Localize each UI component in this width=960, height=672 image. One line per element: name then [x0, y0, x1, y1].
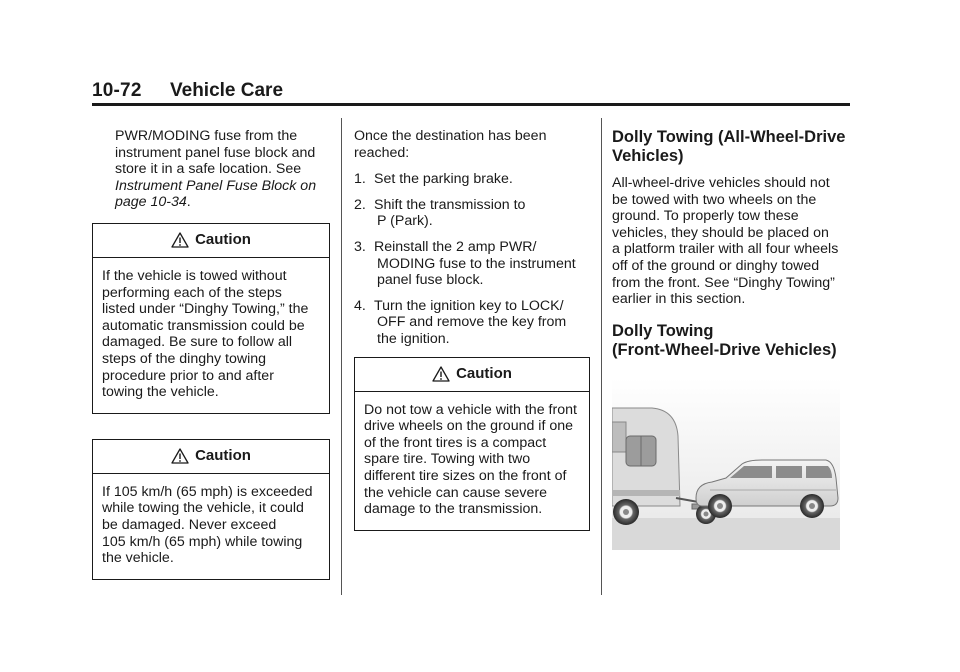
caution-body [93, 258, 329, 413]
column-1 [92, 128, 330, 580]
caution-header [93, 440, 329, 474]
destination-paragraph [354, 128, 590, 161]
list-item [354, 197, 590, 230]
section-title: Vehicle Care [170, 80, 284, 101]
page-number: 10-72 [92, 80, 142, 101]
caution-box-towing-steps [92, 223, 330, 414]
step-number: 4. [354, 297, 366, 314]
column-2 [354, 128, 590, 531]
text-line: vehicles, they should be placed on [612, 224, 829, 241]
text-line: the vehicle. [102, 550, 174, 567]
text-line: Once the destination has been [354, 128, 547, 144]
dolly-towing-illustration [612, 378, 840, 550]
warning-triangle-icon [432, 366, 450, 382]
column-3 [612, 128, 850, 550]
text-line: damage to the transmission. [364, 501, 543, 518]
text-line: PWR/MODING fuse from the [115, 128, 298, 144]
caution-box-speed [92, 439, 330, 580]
text-line: instrument panel fuse block and [115, 144, 316, 161]
text-line: while towing the vehicle, it could [102, 500, 304, 517]
steps-list [354, 171, 590, 347]
text-line: 105 km/h (65 mph) while towing [102, 533, 303, 550]
step-text: Reinstall the 2 amp PWR/ MODING fuse to the instrument panel fuse block. [374, 238, 576, 289]
list-item [354, 298, 590, 348]
step-number: 3. [354, 238, 366, 255]
text-line: If 105 km/h (65 mph) is exceeded [102, 483, 313, 500]
text-line: be damaged. Never exceed [102, 516, 277, 533]
step-number: 2. [354, 196, 366, 213]
heading-fwd-dolly-towing: Dolly Towing (Front-Wheel-Drive Vehicles) [612, 321, 837, 359]
awd-paragraph [612, 175, 850, 308]
column-divider-2 [601, 118, 602, 595]
warning-triangle-icon [171, 232, 189, 248]
step-number: 1. [354, 171, 366, 188]
text-line: off of the ground or dinghy towed [612, 257, 820, 274]
text-line: of the front tires is a compact [364, 434, 547, 451]
text-line: store it in a safe location. See [115, 161, 302, 178]
list-item [354, 239, 590, 289]
text-line: different tire sizes on the front of [364, 467, 567, 484]
list-item [354, 171, 590, 188]
text-line: damaged. Be sure to follow all [102, 334, 293, 351]
column-divider-1 [341, 118, 342, 595]
step-text: Set the parking brake. [374, 171, 513, 188]
intro-paragraph: PWR/MODING fuse from the instrument panel fuse block and store it in a safe location. See Instrument Panel Fuse Block on page 10-34. [115, 128, 317, 211]
text-line: reached: [354, 144, 410, 161]
text-line: from the front. See “Dinghy Towing” [612, 274, 835, 291]
text-line: All-wheel-drive vehicles should not [612, 175, 830, 191]
caution-body [355, 392, 589, 530]
text-line: drive wheels on the ground if one [364, 418, 574, 435]
text-line: listed under “Dinghy Towing,” the [102, 301, 309, 318]
cross-reference: Instrument Panel Fuse Block on page 10-34 [115, 177, 317, 211]
text-line: automatic transmission could be [102, 317, 305, 334]
header-rule [92, 103, 850, 106]
text-line: a platform trailer with all four wheels [612, 241, 839, 258]
text-line: procedure prior to and after [102, 367, 274, 384]
caution-title: Caution [195, 446, 251, 464]
text-line: If the vehicle is towed without [102, 267, 287, 284]
step-text: Shift the transmission to P (Park). [374, 196, 526, 230]
text-line: Do not tow a vehicle with the front [364, 401, 577, 418]
caution-body [93, 474, 329, 579]
heading-awd-dolly-towing: Dolly Towing (All-Wheel-Drive Vehicles) [612, 128, 846, 165]
text-line: be towed with two wheels on the [612, 191, 817, 208]
caution-box-compact-spare [354, 357, 590, 531]
text-line: earlier in this section. [612, 291, 746, 308]
caution-header [93, 224, 329, 258]
text-line: spare tire. Towing with two [364, 451, 531, 468]
text-line: towing the vehicle. [102, 384, 219, 401]
caution-title: Caution [195, 231, 251, 249]
text-line: the vehicle can cause severe [364, 484, 547, 501]
text-line: performing each of the steps [102, 284, 282, 301]
warning-triangle-icon [171, 448, 189, 464]
caution-title: Caution [456, 364, 512, 382]
text-line: steps of the dinghy towing [102, 350, 267, 367]
caution-header [355, 358, 589, 392]
step-text: Turn the ignition key to LOCK/ OFF and remove the key from the ignition. [374, 297, 567, 347]
text-line: ground. To properly tow these [612, 208, 799, 225]
